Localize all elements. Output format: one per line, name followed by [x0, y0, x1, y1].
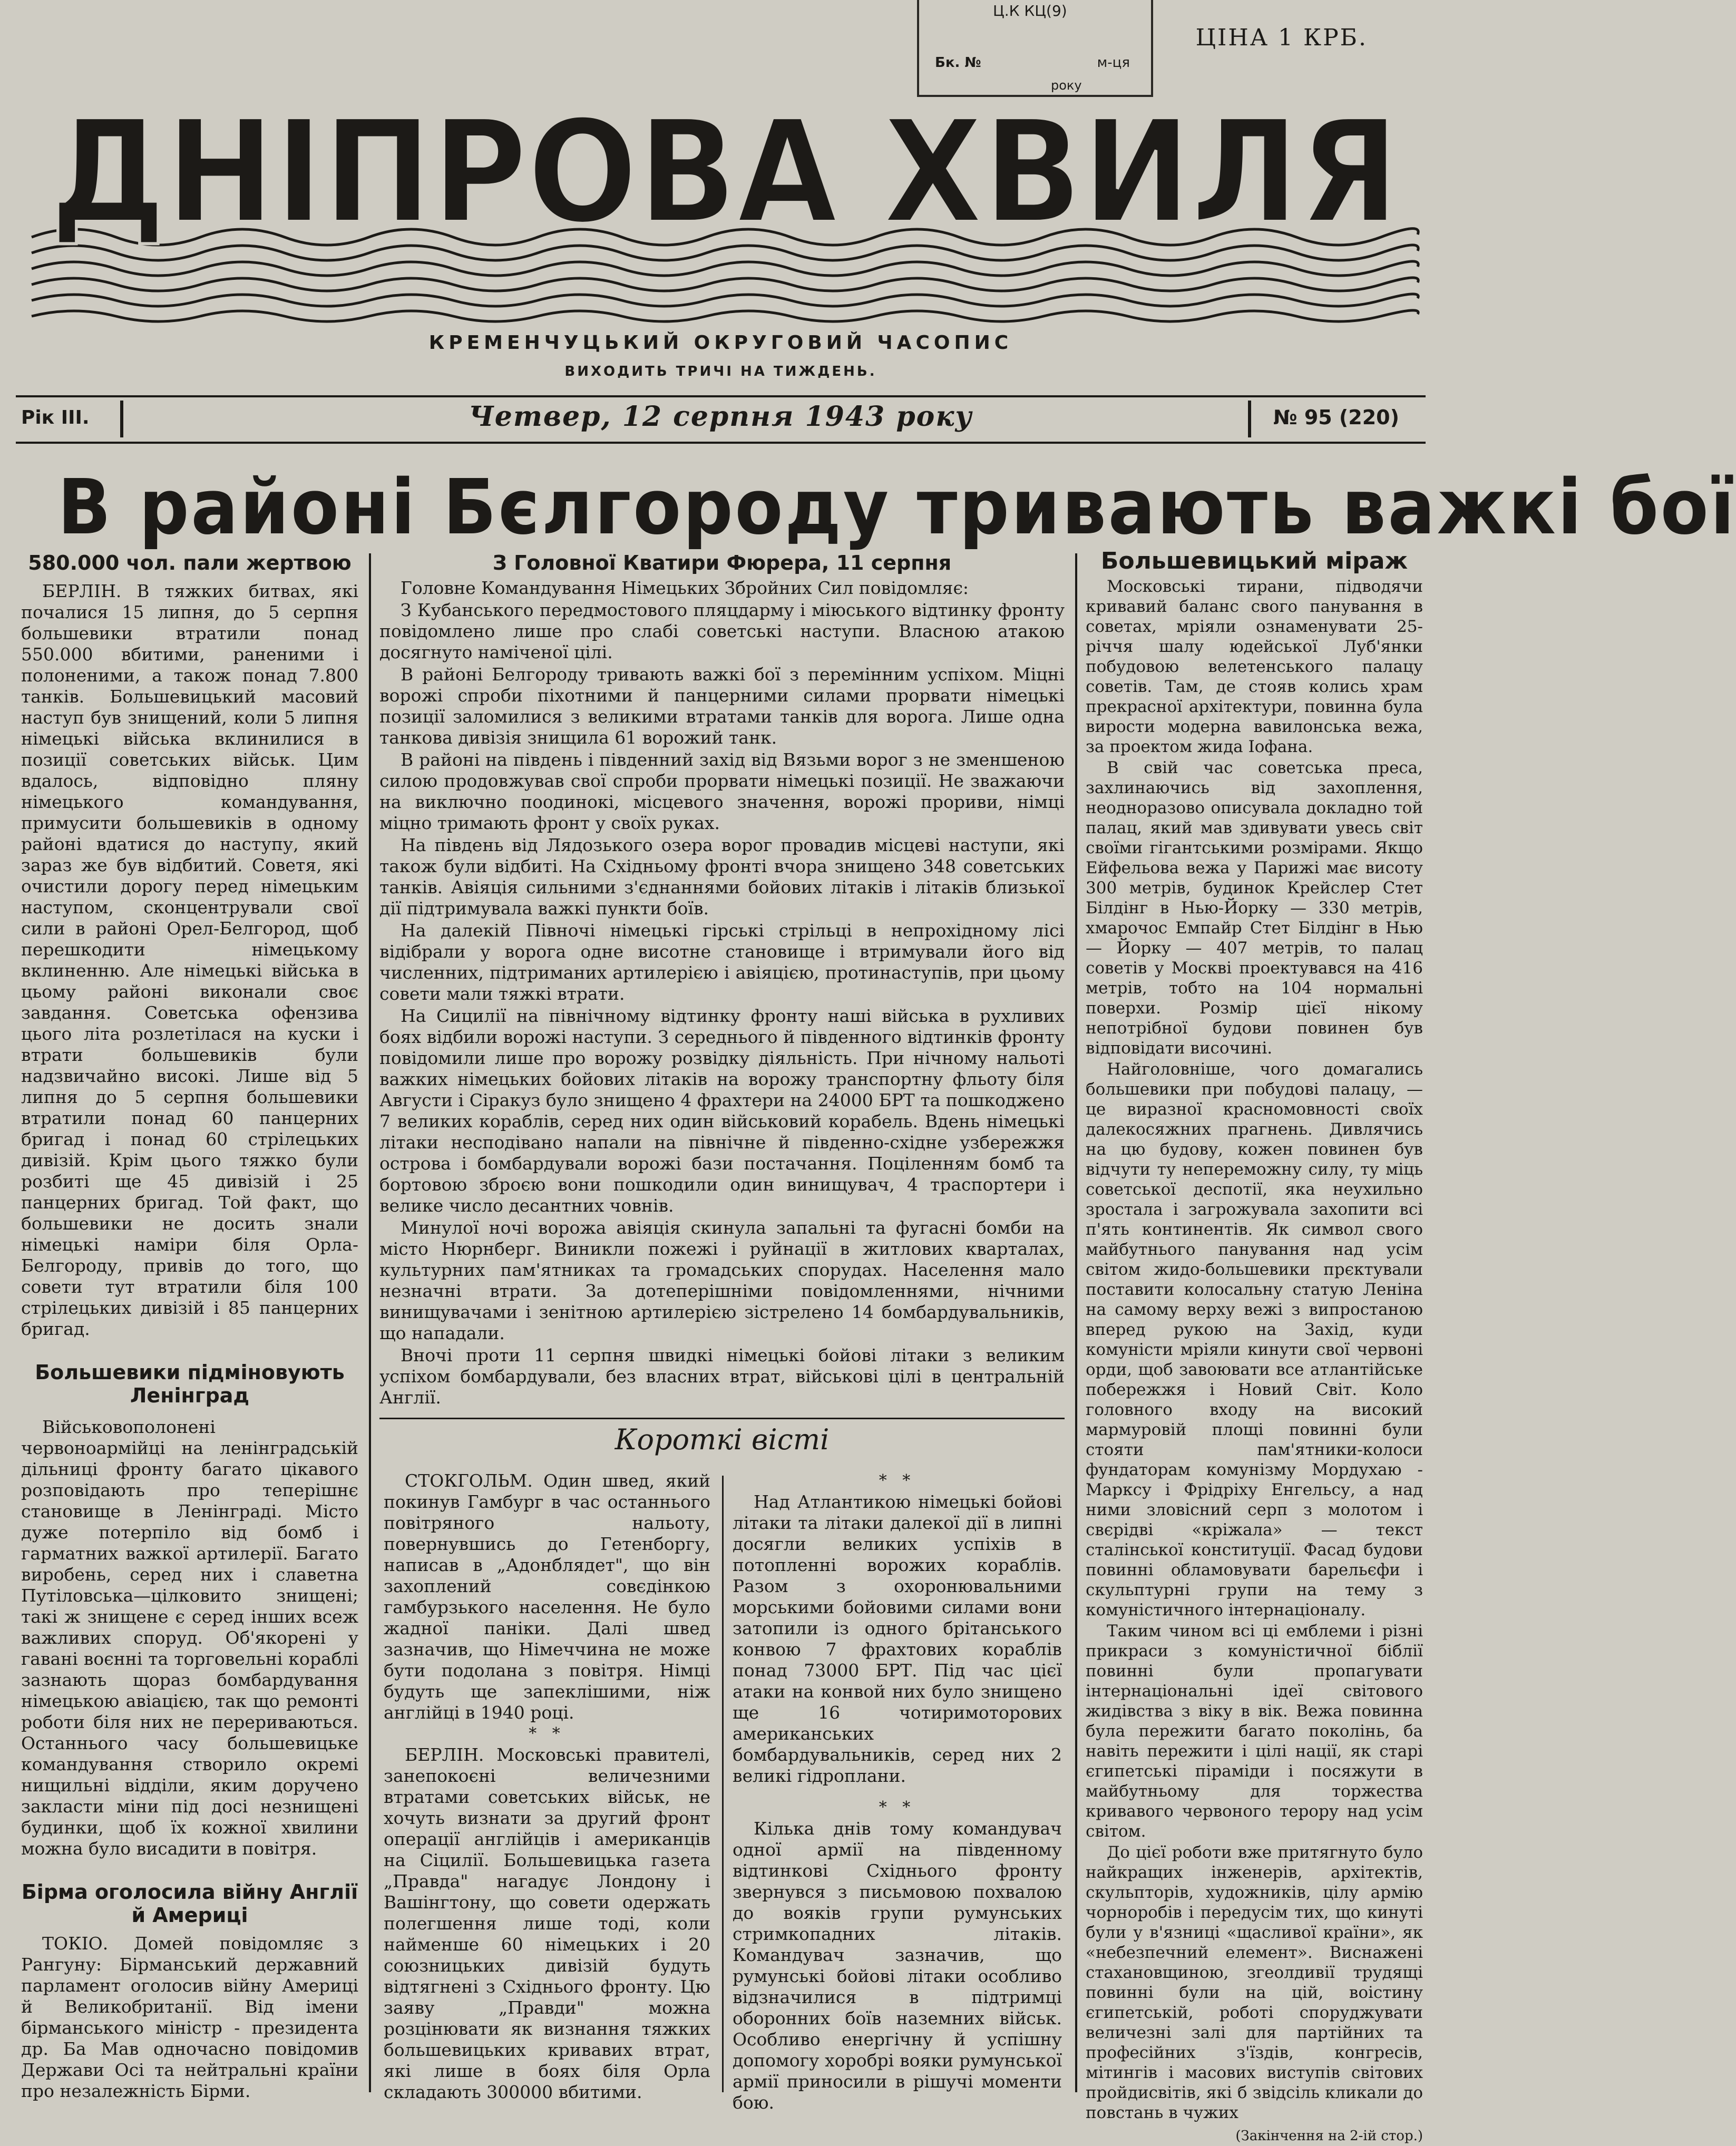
article-mirage-body — [1086, 577, 1423, 2123]
communique-para: Минулої ночі ворожа авіяція скинула запальні та фугасні бомби на місто Нюрнберг. Виникли пожежі і руйнації в житлових кварталах, культурних пам'ятниках та громадських спорудах. Населення мало незначні втрати. За дотеперішніми повідомленнями, нічними винищувачами і зенітною артилерією зістрелено 14 бомбардувальників, що нападали. — [379, 1217, 1065, 1343]
communique-para: В районі Белгороду тривають важкі бої з перемінним успіхом. Міцні ворожі спроби піхотними й панцерними силами прорвати німецькі позиції заломилися з великими втратами танків для ворога. Лише одна танкова дивізія знищила 61 ворожий танк. — [379, 664, 1065, 748]
library-stamp — [917, 0, 1153, 97]
communique-body — [379, 578, 1065, 1408]
short-news-title: Короткі вісті — [615, 1423, 830, 1456]
article-1-para: БЕРЛІН. В тяжких битвах, які почалися 15 липня, до 5 серпня большевики втратили понад 550.000 вбитими, раненими і полоненими, а також понад 7.800 танків. Большевицький масовий наступ був знищений, коли 5 липня німецькі війська вклинилися в позиції советських військ. Цим вдалось, відповідно пляну німецького командування, примусити большевиків в одному районі вдатися до наступу, який зараз же був відбитий. Советя, які очистили дорогу перед німецьким наступом, сконцентрували свої сили в районі Орел-Белгород, щоб перешкодити німецькому вклиненню. Але німецькі війська в цьому районі виконали своє завдання. Советська офензива цього літа розлетілася на куски і втрати большевиків були надзвичайно високі. Лише від 5 липня до 5 серпня большевики втратили понад 60 панцерних бригад і понад 60 стрілецьких дивізій. Крім цього тяжко були розбиті ще 45 дивізій і 25 панцерних бригад. Той факт, що большевики не досить знали німецькі наміри біля Орла-Белгороду, привів до того, що совети тут втратили біля 100 стрілецьких дивізій і 85 панцерних бригад. — [21, 581, 358, 1339]
mirage-para: Таким чином всі ці емблеми і різні прикраси з комуністичної біблії повинні були пропагувати інтернаціональні ідеї світового жидівства з віку в вік. Вежа повинна була пережити багато поколінь, ба навіть пережити і цілі нації, як старі єгипетські піраміди і посяжути в майбутньому для торжества кривавого червоного терору над усім світом. — [1086, 1622, 1423, 1841]
article-3-title: Бірма оголосила війну Англії й Америці — [21, 1880, 358, 1927]
news-item: СТОКГОЛЬМ. Один швед, який покинув Гамбург в час останнього повітряного нальоту, повернувшись до Гетенборгу, написав в „Адонблядет", що він захоплений совєдінкою гамбурзького населення. Не було жадної паніки. Далі швед зазначив, що Німеччина не може бути подолана з повітря. Німці будуть ще запеклішими, ніж англійці в 1940 році. — [384, 1470, 710, 1723]
stamp-line-4: року — [1051, 78, 1082, 93]
price: ЦІНА 1 КРБ. — [1195, 24, 1368, 51]
article-2-body — [21, 1417, 358, 1859]
short-news-left — [384, 1470, 710, 2103]
rule-bottom — [16, 442, 1426, 444]
mirage-para: Московські тирани, підводячи кривавий баланс свого панування в советах, мріяли ознаменувати 25-річчя шалу юдейської Луб'янки побудовою велетенського палацу советів. Там, де стояв колись храм прекрасної архітектури, повинна була вирости модерна вавилонська вежа, за проектом жида Іофана. — [1086, 577, 1423, 756]
article-2-para: Військовополонені червоноармійці на ленінградській дільниці фронту багато цікавого розповідають про теперішнє становище в Ленінграді. Місто дуже потерпіло від бомб і гарматних важкої артилерії. Багато виробень, серед них і славетна Путіловська—цілковито знищені; такі ж знищене є серед інших всеж важливих споруд. Об'якорені у гавані воєнні та торговельні кораблі зазнають щораз бомбардування німецькою авіацією, так що ремонті роботи біля них не перериваються. Останнього часу большевицьке командування створило окремі нищильні відділи, яким доручено закласти міни під досі незнищені будинки, щоб їх кожної хвилини можна було висадити в повітря. — [21, 1417, 358, 1859]
mirage-para: До цієї роботи вже притягнуто було найкращих інженерів, архітектів, скульпторів, художників, цілу армію чорноробів і передусім тих, що кинуті були у в'язниці «щасливої країни», як «небезпечний елемент». Виснажені стахановщиною, згеолдивії трудящі повинні були на цій, воістину єгипетській, роботі споруджувати величезні залі для партійних та професійних з'їздів, конгресів, мітингів і масових виступів світових пройдисвітів, які б звідсіль кликали до повстань в чужих — [1086, 1843, 1423, 2122]
frequency: ВИХОДИТЬ ТРИЧІ НА ТИЖДЕНЬ. — [564, 364, 877, 379]
mirage-para: Найголовніше, чого домагались большевики при побудові палацу, — це виразної красномовності своїх далекосяжних прагнень. Дивлячись на цю будову, кожен повинен був відчути ту непереможну силу, ту міць советської деспотії, яка неухильно зростала і загрожувала захопити всі п'ять континентів. Як символ свого майбутнього панування над усім світом жидо-большевики прєктували поставити колосальну статую Леніна на самому верху вежі з випростаною вперед рукою на Захід, куди комуністи мріяли кинути свої червоні орди, щоб завоювати все атлантійське побережжя і Новий Світ. Коло головного входу на високий мармуровій площі повинні були стояти пам'ятники-колоси фундаторам комунізму Мордухаю - Марксу і Фрідріху Енгельсу, а над ними зловісний серп з молотом і свєрідві «кріжала» — текст сталінської конституції. Фасад будови повинні обламовувати барельєфи і скульптурні групи на тему з комуністичного інтернаціоналу. — [1086, 1060, 1423, 1620]
communique-para: Вночі проти 11 серпня швидкі німецькі бойові літаки з великим успіхом бомбардували, без власних втрат, військові цілі в центральній Англії. — [379, 1345, 1065, 1408]
short-news-right — [733, 1470, 1062, 2113]
kv-column-rule — [722, 1476, 724, 2092]
main-headline: В районі Бєлгороду тривають важкі бої — [57, 463, 1736, 551]
continued-note: (Закінчення на 2-ій стор.) — [1235, 2128, 1423, 2144]
news-item: Над Атлантикою німецькі бойові літаки та літаки далекої дії в липні досягли великих успіхів в потопленні ворожих кораблів. Разом з охоронювальними морськими бойовими силами вони затопили із одного брітанського конвою 7 фрахтових кораблів понад 73000 БРТ. Під час цієї атаки на конвой них було знищено ще 16 чотиримоторових американських бомбардувальників, серед них 2 великі гідроплани. — [733, 1491, 1062, 1786]
column-rule-2 — [1075, 553, 1077, 2092]
masthead-title: ДНІПРОВА ХВИЛЯ — [50, 89, 1399, 255]
stamp-line-1: Ц.К КЦ(9) — [993, 2, 1067, 19]
communique-para: В районі на південь і південний захід від Вязьми ворог з не зменшеною силою продовжував свої спроби прорвати німецькі позиції. Не зважаючи на виключно поодинокі, місцевого значення, ворожі прориви, німці міцно тримають фронт у своїх руках. — [379, 749, 1065, 833]
separator-stars: * * — [529, 1724, 565, 1743]
article-2-title: Большевики підміновують Ленінград — [35, 1361, 345, 1407]
article-1-body — [21, 581, 358, 1340]
stamp-line-2: Бк. № — [935, 55, 981, 71]
article-1-title: 580.000 чол. пали жертвою — [28, 551, 352, 574]
stamp-line-3: м-ця — [1097, 55, 1130, 71]
right-column — [1086, 548, 1423, 2146]
article-3-para: ТОКІО. Домей повідомляє з Рангуну: Бірманський державний парламент оголосив війну Америці й Великобританії. Від імени бірманського міністр - президента др. Ба Мав одночасно повідомив Держави Осі та нейтральні країни про незалежність Бірми. — [21, 1933, 358, 2101]
issue-date: Четвер, 12 серпня 1943 року — [469, 401, 973, 433]
communique-para: З Кубанського передмостового пляцдарму і міюського відтинку фронту повідомлено лише про слабі советські наступи. Власною атакою досягнуто наміченої цілі. — [379, 600, 1065, 662]
news-item: Кілька днів тому командувач одної армії на південному відтинкові Східнього фронту звернувся з письмовою похвалою до вояків групи румунських стримкопадних літаків. Командувач зазначив, що румунські бойові літаки особливо відзначилися в підтримці оборонних боїв наземних військ. Особливо енергічну й успішну допомогу хоробрі вояки румунської армії приносили в рішучі моменти бою. — [733, 1818, 1062, 2113]
rule-top — [16, 395, 1426, 397]
kv-rule — [379, 1418, 1065, 1419]
subtitle: КРЕМЕНЧУЦЬКИЙ ОКРУГОВИЙ ЧАСОПИС — [428, 332, 1013, 354]
left-column — [21, 551, 358, 2102]
communique-para: На південь від Лядозького озера ворог провадив місцеві наступи, які також були відбиті. На Східньому фронті вчора знищено 348 советських танків. Авіяція сильними з'єднаннями бойових літаків і літаків близької дії підтримувала важкі пункти боїв. — [379, 835, 1065, 919]
article-3-body — [21, 1933, 358, 2102]
article-mirage-title: Большевицький міраж — [1100, 548, 1408, 574]
communique-title: З Головної Кватири Фюрера, 11 серпня — [492, 551, 952, 574]
separator-stars: * * — [879, 1471, 916, 1490]
communique-para: На Сицилії на північному відтинку фронту наші війська в рухливих боях відбили ворожі наступи. З середнього й південного відтинків фронту повідомили лише про ворожу розвідку діяльність. При нічному нальоті важких німецьких бойових літаків на ворожу транспортну фльоту біля Августи і Сіракуз було знищено 4 фрахтери на 24000 БРТ та пошкоджено 7 великих кораблів, серед них один військовий корабель. Вдень німецькі літаки несподівано напали на північне й південно-східне узбережжя острова і бомбардували ворожі бази постачання. Поціленням бомб та бортовою зброєю вони пошкодили один винищувач, 4 траспортери і велике число десантних човнів. — [379, 1006, 1065, 1216]
column-rule-1 — [369, 553, 371, 2092]
year: Рік III. — [21, 407, 90, 428]
news-item: БЕРЛІН. Московські правителі, занепокоєні величезними втратами советських військ, не хочуть визнати за другий фронт операції англійців і американців на Сіцилії. Большевицька газета „Правда" нагадує Лондону і Вашінгтону, що совети одержать полегшення лише тоді, коли найменше 60 німецьких і 20 союзницьких дивізій будуть відтягнені з Східнього фронту. Цю заяву „Правди" можна розцінювати як визнання тяжких большевицьких кривавих втрат, які лише в боях біля Орла складають 300000 вбитими. — [384, 1744, 710, 2102]
masthead — [32, 89, 1418, 337]
issue-number: № 95 (220) — [1273, 406, 1399, 429]
center-column — [379, 551, 1065, 1408]
mirage-para: В свій час советська преса, захлинаючись від захоплення, неодноразово описувала докладно той палац, який мав здивувати увесь світ своїми гігантськими розмірами. Якщо Ейфельова вежа у Парижі має висоту 300 метрів, будинок Крейслер Стет Білдінг в Нью-Йорку — 330 метрів, хмарочос Емпайр Стет Білдінг в Нью — Йорку — 407 метрів, то палац советів у Москві проектувався на 416 метрів, тобто на 104 нормальні поверхи. Розмір цієї нікому непотрібної будови повинен був відповідати височині. — [1086, 758, 1423, 1058]
communique-para: На далекій Півночі німецькі гірські стрільці в непрохідному лісі відібрали у ворога одне висотне становище і втримували його від численних, підтриманих артилерією і авіяцією, протинаступів, при цьому совети мали тяжкі втрати. — [379, 920, 1065, 1004]
separator-stars: * * — [879, 1798, 916, 1817]
communique-para: Головне Командування Німецьких Збройних Сил повідомляє: — [401, 578, 969, 598]
